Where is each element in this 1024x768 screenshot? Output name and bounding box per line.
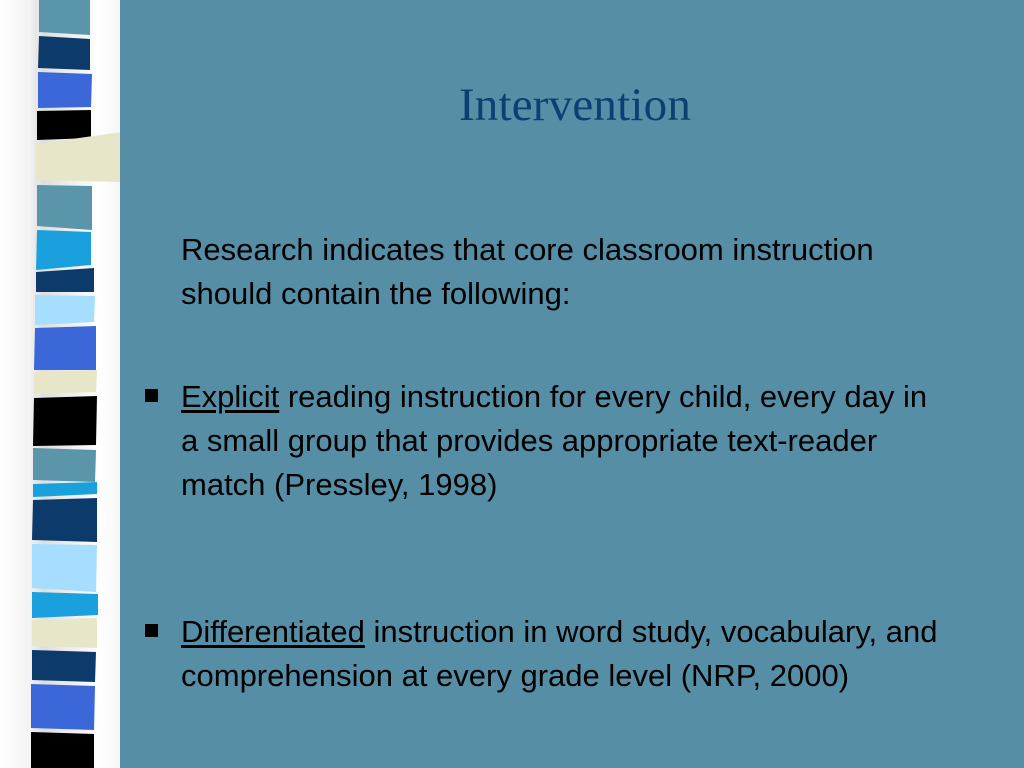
bullet-term: Differentiated bbox=[181, 614, 365, 649]
stripe-decoration-svg bbox=[0, 0, 120, 768]
slide-title: Intervention bbox=[458, 79, 692, 131]
bullet-description: instruction in word study, vocabulary, and comprehension at every grade level (NRP, 2000) bbox=[181, 614, 938, 693]
decorative-stripe-panel bbox=[0, 0, 120, 768]
square-bullet-icon bbox=[145, 624, 158, 637]
intro-paragraph: Research indicates that core classroom instruction should contain the following: bbox=[181, 232, 874, 311]
square-bullet-icon bbox=[145, 389, 158, 402]
bullet-description: reading instruction for every child, every day in a small group that provides appropriate text-reader match (Pressley, 1998) bbox=[181, 379, 928, 502]
bullet-text bbox=[181, 375, 941, 507]
bullet-text bbox=[181, 610, 941, 698]
bullet-term: Explicit bbox=[181, 379, 280, 414]
